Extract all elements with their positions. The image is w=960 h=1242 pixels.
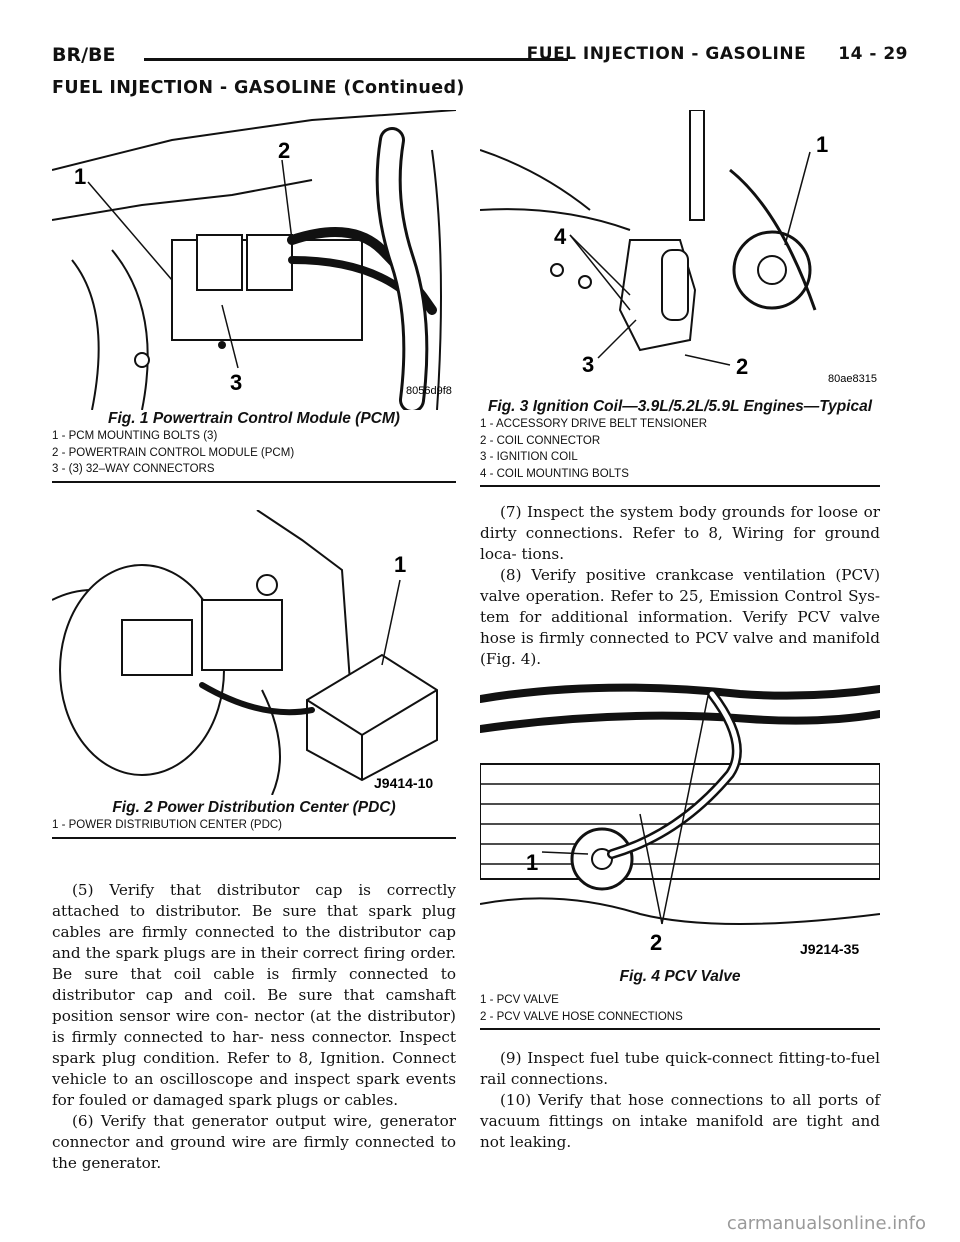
figure-3 bbox=[480, 110, 880, 487]
fig2-caption: Fig. 2 Power Distribution Center (PDC) bbox=[112, 799, 396, 816]
page-header bbox=[52, 44, 908, 72]
right-column-text-lower bbox=[480, 1048, 880, 1153]
header-rule bbox=[144, 58, 568, 61]
fig1-callout-1: 1 bbox=[74, 164, 87, 189]
pdc-illustration bbox=[52, 510, 456, 795]
section-title: FUEL INJECTION - GASOLINE (Continued) bbox=[52, 78, 465, 98]
header-model: BR/BE bbox=[52, 44, 116, 66]
pcm-illustration bbox=[52, 110, 456, 410]
fig1-callout-3: 3 bbox=[230, 370, 243, 395]
left-column-text bbox=[52, 880, 456, 1174]
fig2-callout-1: 1 bbox=[394, 552, 407, 577]
fig3-legend-item: 4 - COIL MOUNTING BOLTS bbox=[480, 467, 629, 480]
fig4-callout-2: 2 bbox=[650, 930, 663, 955]
fig3-callout-1: 1 bbox=[816, 132, 829, 157]
fig3-legend bbox=[480, 416, 880, 482]
fig3-rule bbox=[480, 485, 880, 487]
fig1-legend-item: 3 - (3) 32–WAY CONNECTORS bbox=[52, 463, 215, 475]
fig4-legend-item: 1 - PCV VALVE bbox=[480, 994, 559, 1006]
fig1-rule bbox=[52, 481, 456, 483]
fig3-legend-item: 1 - ACCESSORY DRIVE BELT TENSIONER bbox=[480, 418, 708, 430]
fig4-legend-item: 2 - PCV VALVE HOSE CONNECTIONS bbox=[480, 1010, 683, 1023]
fig4-caption: Fig. 4 PCV Valve bbox=[619, 968, 741, 985]
figure-2 bbox=[52, 510, 456, 839]
fig3-code: 80ae8315 bbox=[828, 373, 877, 385]
fig4-callout-1: 1 bbox=[526, 850, 539, 875]
step-8: (8) Verify positive crankcase ventilation (PCV) valve operation. Refer to 25, Emission Control Sys- tem for additional information. Verify PCV valve hose is firmly connected to PCV valve and manifold (Fig. 4). bbox=[480, 566, 880, 668]
fig3-callout-4: 4 bbox=[554, 224, 567, 249]
pcv-valve-illustration bbox=[480, 674, 880, 964]
fig2-code: J9414-10 bbox=[374, 775, 434, 791]
fig4-code: J9214-35 bbox=[800, 941, 860, 957]
figure-1 bbox=[52, 110, 456, 483]
right-column-text-upper bbox=[480, 502, 880, 670]
fig3-caption: Fig. 3 Ignition Coil—3.9L/5.2L/5.9L Engines—Typical bbox=[487, 398, 873, 415]
fig3-callout-2: 2 bbox=[736, 354, 749, 379]
step-10: (10) Verify that hose connections to all ports of vacuum fittings on intake manifold are tight and not leaking. bbox=[480, 1091, 880, 1151]
header-section-page: FUEL INJECTION - GASOLINE 14 - 29 bbox=[526, 44, 908, 64]
fig1-code: 8056d9f8 bbox=[406, 385, 452, 397]
step-7: (7) Inspect the system body grounds for loose or dirty connections. Refer to 8, Wiring for ground loca- tions. bbox=[480, 503, 880, 563]
fig1-callout-2: 2 bbox=[278, 138, 291, 163]
fig4-legend bbox=[480, 992, 880, 1025]
fig2-rule bbox=[52, 837, 456, 839]
ignition-coil-illustration bbox=[480, 110, 880, 390]
fig1-legend-item: 1 - PCM MOUNTING BOLTS (3) bbox=[52, 430, 218, 442]
fig3-legend-item: 3 - IGNITION COIL bbox=[480, 451, 578, 463]
fig1-caption: Fig. 1 Powertrain Control Module (PCM) bbox=[108, 410, 400, 427]
step-6: (6) Verify that generator output wire, generator connector and ground wire are firmly connected to the generator. bbox=[52, 1112, 456, 1172]
step-9: (9) Inspect fuel tube quick-connect fitting-to-fuel rail connections. bbox=[480, 1049, 880, 1088]
fig4-rule bbox=[480, 1028, 880, 1030]
fig3-legend-item: 2 - COIL CONNECTOR bbox=[480, 434, 601, 447]
fig3-callout-3: 3 bbox=[582, 352, 595, 377]
watermark: carmanualsonline.info bbox=[726, 1213, 926, 1234]
fig2-legend bbox=[52, 817, 456, 834]
figure-4 bbox=[480, 674, 880, 1030]
fig1-legend-item: 2 - POWERTRAIN CONTROL MODULE (PCM) bbox=[52, 446, 295, 459]
fig1-legend bbox=[52, 428, 456, 478]
fig2-legend-item: 1 - POWER DISTRIBUTION CENTER (PDC) bbox=[52, 819, 283, 831]
step-5: (5) Verify that distributor cap is correctly attached to distributor. Be sure that spark plug cables are firmly connected to the distributor cap and the spark plugs are in their correct firing order. Be sure that coil cable is firmly connected to distributor cap and coil. Be sure that camshaft position sensor wire con- nector (at the distributor) is firmly connected to har- ness connector. Inspect spark plug condition. Refer to 8, Ignition. Connect vehicle to an oscilloscope and inspect spark events for fouled or damaged spark plugs or cables. bbox=[52, 881, 456, 1109]
